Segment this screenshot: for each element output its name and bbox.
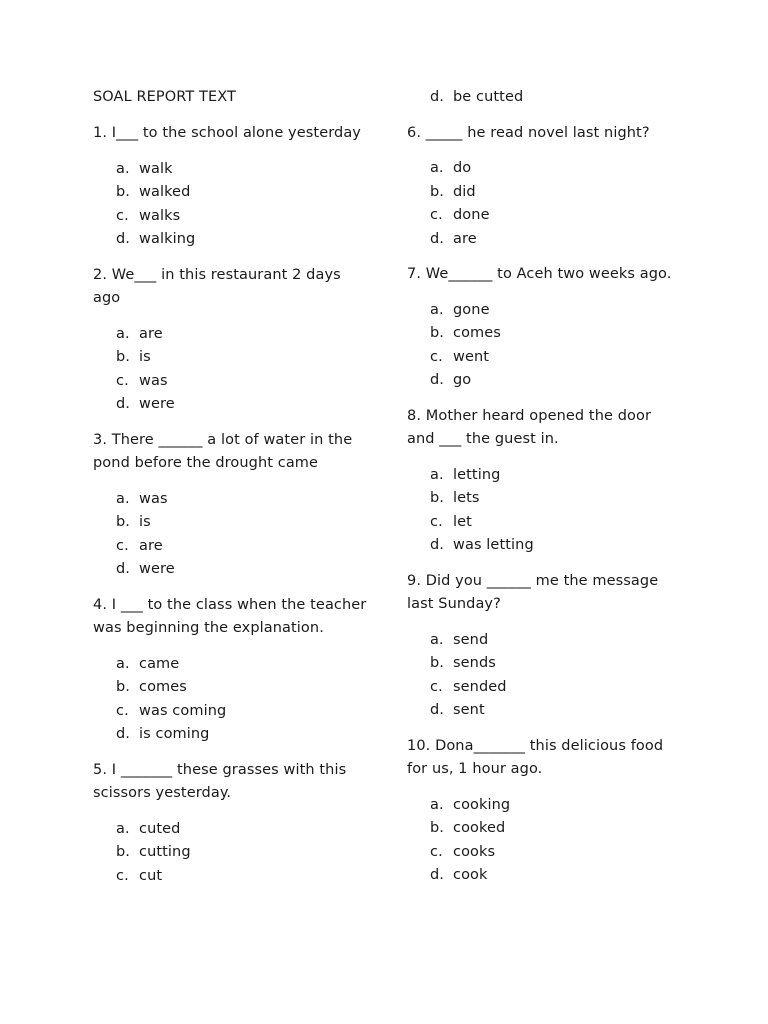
option-letter: c. (430, 678, 443, 695)
option-text: went (453, 348, 490, 365)
option-text: walks (139, 207, 181, 224)
option-text: done (453, 207, 490, 223)
option-text: walking (139, 231, 196, 247)
option-letter: b. (430, 820, 445, 836)
option-text: are (139, 325, 163, 342)
option-item (407, 511, 682, 535)
option-letter: b. (116, 679, 131, 695)
option-item (407, 369, 682, 393)
option-letter: b. (430, 490, 445, 506)
option-letter: d. (116, 561, 131, 577)
option-text: do (453, 160, 472, 176)
option-item (93, 818, 368, 842)
option-item (93, 558, 368, 582)
option-text: cut (139, 867, 163, 884)
question-text: 10. Dona_______ this delicious food for us, 1 hour ago. (407, 737, 664, 777)
option-text: comes (139, 679, 187, 695)
left-column (93, 86, 368, 900)
question-6 (407, 122, 682, 252)
option-text: be cutted (453, 89, 524, 105)
option-item (407, 157, 682, 181)
option-list (407, 794, 682, 888)
option-item (93, 181, 368, 205)
option-letter: d. (430, 230, 445, 247)
option-list (407, 157, 682, 251)
option-letter: c. (430, 348, 443, 365)
option-letter: a. (430, 301, 444, 318)
question-9 (407, 570, 682, 723)
option-letter: b. (116, 349, 131, 365)
option-item (93, 323, 368, 347)
option-item (407, 228, 682, 252)
question-text: 4. I ___ to the class when the teacher was beginning the explanation. (93, 596, 367, 636)
option-item (93, 535, 368, 559)
question-4 (93, 594, 368, 747)
option-letter: b. (430, 183, 445, 200)
option-text: gone (453, 301, 490, 318)
option-item (93, 346, 368, 370)
option-letter: d. (116, 726, 131, 742)
option-text: was letting (453, 537, 534, 553)
question-5 (93, 759, 368, 889)
option-text: are (139, 537, 163, 554)
question-text: 6. _____ he read novel last night? (407, 124, 650, 141)
option-letter: c. (116, 372, 129, 389)
right-column (407, 86, 682, 900)
option-text: cooks (453, 843, 496, 860)
option-letter: d. (116, 396, 131, 412)
option-letter: c. (116, 867, 129, 884)
option-text: were (139, 561, 175, 577)
option-letter: d. (430, 89, 445, 105)
option-text: was coming (139, 702, 227, 719)
option-text: came (139, 655, 180, 672)
option-item (407, 464, 682, 488)
option-list (93, 653, 368, 747)
option-letter: c. (116, 537, 129, 554)
option-text: is coming (139, 726, 210, 742)
option-text: cooking (453, 796, 511, 813)
option-item (407, 794, 682, 818)
option-text: was (139, 372, 168, 389)
option-text: was (139, 490, 168, 507)
option-item (93, 841, 368, 865)
option-letter: c. (430, 207, 443, 223)
option-letter: b. (430, 325, 445, 341)
option-text: cook (453, 867, 488, 883)
question-2 (93, 264, 368, 417)
option-text: were (139, 396, 175, 412)
option-text: let (453, 513, 472, 530)
option-item (407, 676, 682, 700)
option-item (407, 699, 682, 723)
question-text: 9. Did you ______ me the message last Sunday? (407, 572, 659, 612)
option-text: did (453, 183, 476, 200)
option-text: cooked (453, 820, 506, 836)
option-letter: d. (116, 231, 131, 247)
option-letter: a. (430, 631, 444, 648)
option-item (93, 228, 368, 252)
option-item (93, 511, 368, 535)
question-text: 5. I _______ these grasses with this scissors yesterday. (93, 761, 347, 801)
option-list (93, 323, 368, 417)
option-item (93, 205, 368, 229)
option-item (407, 346, 682, 370)
option-text: walked (139, 184, 191, 200)
option-item (407, 487, 682, 511)
option-item (407, 299, 682, 323)
option-letter: a. (116, 490, 130, 507)
option-letter: c. (116, 207, 129, 224)
option-item (407, 841, 682, 865)
question-3 (93, 429, 368, 582)
option-item (407, 204, 682, 228)
option-text: sended (453, 678, 507, 695)
option-text: cuted (139, 820, 181, 837)
option-letter: d. (430, 702, 445, 718)
question-8 (407, 405, 682, 558)
option-letter: c. (430, 843, 443, 860)
question-10 (407, 735, 682, 888)
option-text: lets (453, 490, 480, 506)
option-text: cutting (139, 844, 191, 860)
option-item (407, 629, 682, 653)
option-text: sends (453, 655, 496, 671)
option-letter: a. (116, 655, 130, 672)
question-text: 8. Mother heard opened the door and ___ the guest in. (407, 407, 652, 447)
option-text: go (453, 372, 472, 388)
option-text: comes (453, 325, 501, 341)
option-letter: c. (116, 702, 129, 719)
option-text: is (139, 349, 151, 365)
option-list (407, 629, 682, 723)
option-letter: b. (116, 184, 131, 200)
option-letter: a. (116, 160, 130, 177)
document-title: SOAL REPORT TEXT (93, 89, 237, 105)
question-text: 2. We___ in this restaurant 2 days ago (93, 266, 341, 306)
option-item (93, 488, 368, 512)
option-item (93, 653, 368, 677)
question-1 (93, 122, 368, 252)
option-item (93, 370, 368, 394)
option-letter: b. (430, 655, 445, 671)
option-item (407, 817, 682, 841)
option-list (93, 158, 368, 252)
option-item (407, 652, 682, 676)
option-letter: a. (116, 325, 130, 342)
option-letter: a. (116, 820, 130, 837)
question-7 (407, 263, 682, 393)
option-item (93, 676, 368, 700)
option-text: letting (453, 466, 501, 483)
option-letter: a. (430, 160, 444, 176)
option-list (93, 488, 368, 582)
question-text: 7. We______ to Aceh two weeks ago. (407, 266, 672, 282)
option-letter: a. (430, 796, 444, 813)
option-item (93, 393, 368, 417)
option-list-continued (407, 86, 682, 110)
option-list (407, 299, 682, 393)
option-letter: b. (116, 844, 131, 860)
option-text: are (453, 230, 477, 247)
option-letter: d. (430, 867, 445, 883)
option-item (407, 534, 682, 558)
option-item (407, 864, 682, 888)
option-item (407, 86, 682, 110)
option-item (93, 700, 368, 724)
option-text: send (453, 631, 489, 648)
option-letter: d. (430, 537, 445, 553)
question-text: 3. There ______ a lot of water in the pond before the drought came (93, 431, 353, 471)
option-text: is (139, 514, 151, 530)
option-letter: a. (430, 466, 444, 483)
question-text: 1. I___ to the school alone yesterday (93, 125, 361, 141)
option-letter: b. (116, 514, 131, 530)
option-item (93, 158, 368, 182)
option-letter: d. (430, 372, 445, 388)
option-item (407, 322, 682, 346)
option-text: sent (453, 702, 485, 718)
option-text: walk (139, 160, 173, 177)
option-item (407, 181, 682, 205)
option-item (93, 723, 368, 747)
option-list (407, 464, 682, 558)
option-item (93, 865, 368, 889)
option-letter: c. (430, 513, 443, 530)
option-list (93, 818, 368, 889)
